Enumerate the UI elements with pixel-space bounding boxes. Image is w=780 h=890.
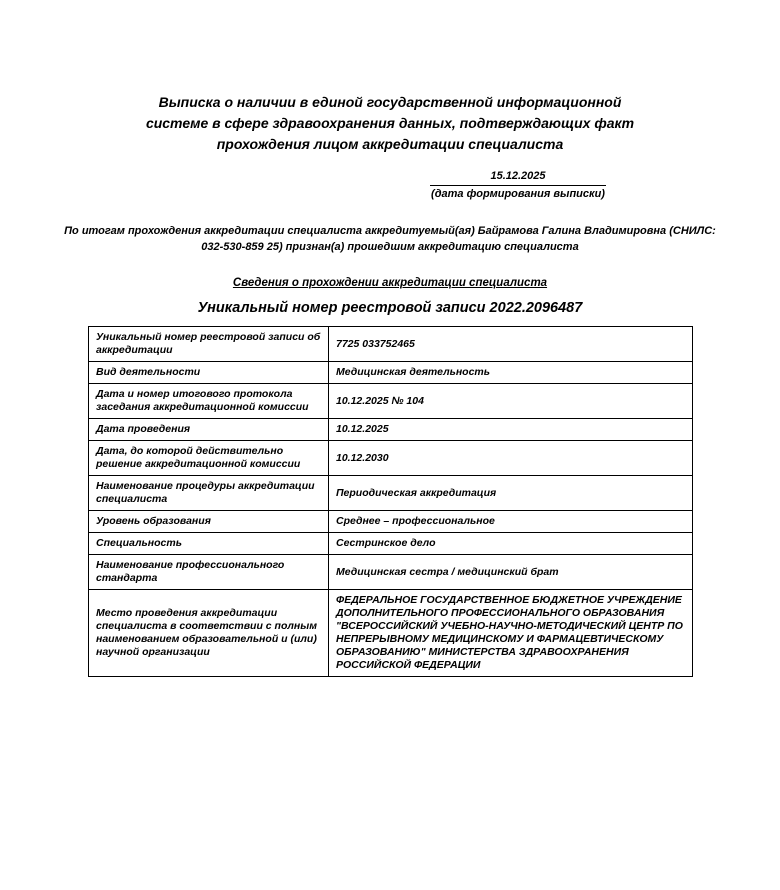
issue-date-value: 15.12.2025 [490, 170, 546, 182]
row-value: Медицинская сестра / медицинский брат [329, 555, 693, 590]
row-label: Дата проведения [89, 419, 329, 441]
table-row [89, 533, 693, 555]
row-value: ФЕДЕРАЛЬНОЕ ГОСУДАРСТВЕННОЕ БЮДЖЕТНОЕ УЧРЕЖДЕНИЕ ДОПОЛНИТЕЛЬНОГО ПРОФЕССИОНАЛЬНОГО ОБРАЗОВАНИЯ "ВСЕРОССИЙСКИЙ УЧЕБНО-НАУЧНО-МЕТОДИЧЕСКИЙ ЦЕНТР ПО НЕПРЕРЫВНОМУ МЕДИЦИНСКОМУ И ФАРМАЦЕВТИЧЕСКОМУ ОБРАЗОВАНИЮ" МИНИСТЕРСТВА ЗДРАВООХРАНЕНИЯ РОССИЙСКОЙ ФЕДЕРАЦИИ [329, 590, 693, 677]
section-heading: Сведения о прохождении аккредитации специалиста [232, 277, 548, 289]
table-row [89, 555, 693, 590]
row-value: 10.12.2025 [329, 419, 693, 441]
row-value: Среднее – профессиональное [329, 511, 693, 533]
intro-paragraph: По итогам прохождения аккредитации специалиста аккредитуемый(ая) Байрамова Галина Владимировна (СНИЛС: 032-530-859 25) признан(а) прошедшим аккредитацию специалиста [64, 225, 716, 253]
row-label: Вид деятельности [89, 362, 329, 384]
table-row [89, 327, 693, 362]
document-title-line-2: системе в сфере здравоохранения данных, подтверждающих факт [145, 115, 635, 131]
row-value: Медицинская деятельность [329, 362, 693, 384]
table-row [89, 419, 693, 441]
row-label: Дата и номер итогового протокола заседания аккредитационной комиссии [89, 384, 329, 419]
row-label: Дата, до которой действительно решение аккредитационной комиссии [89, 441, 329, 476]
row-label: Уникальный номер реестровой записи об аккредитации [89, 327, 329, 362]
accreditation-table [88, 326, 693, 677]
document-title-line-1: Выписка о наличии в единой государственной информационной [158, 94, 622, 110]
row-label: Специальность [89, 533, 329, 555]
table-row [89, 511, 693, 533]
row-value: 10.12.2030 [329, 441, 693, 476]
row-label: Наименование процедуры аккредитации специалиста [89, 476, 329, 511]
row-label: Наименование профессионального стандарта [89, 555, 329, 590]
row-value: 10.12.2025 № 104 [329, 384, 693, 419]
row-value: Сестринское дело [329, 533, 693, 555]
table-row [89, 384, 693, 419]
table-row [89, 476, 693, 511]
table-row [89, 362, 693, 384]
document-title [110, 92, 670, 155]
registry-number-heading: Уникальный номер реестровой записи 2022.2096487 [197, 300, 583, 316]
table-row [89, 590, 693, 677]
table-row [89, 441, 693, 476]
document-title-line-3: прохождения лицом аккредитации специалиста [216, 136, 564, 152]
row-label: Место проведения аккредитации специалиста в соответствии с полным наименованием образовательной и (или) научной организации [89, 590, 329, 677]
row-value: 7725 033752465 [329, 327, 693, 362]
issue-date-caption: (дата формирования выписки) [430, 185, 606, 201]
issue-date-block [430, 169, 606, 201]
row-value: Периодическая аккредитация [329, 476, 693, 511]
row-label: Уровень образования [89, 511, 329, 533]
